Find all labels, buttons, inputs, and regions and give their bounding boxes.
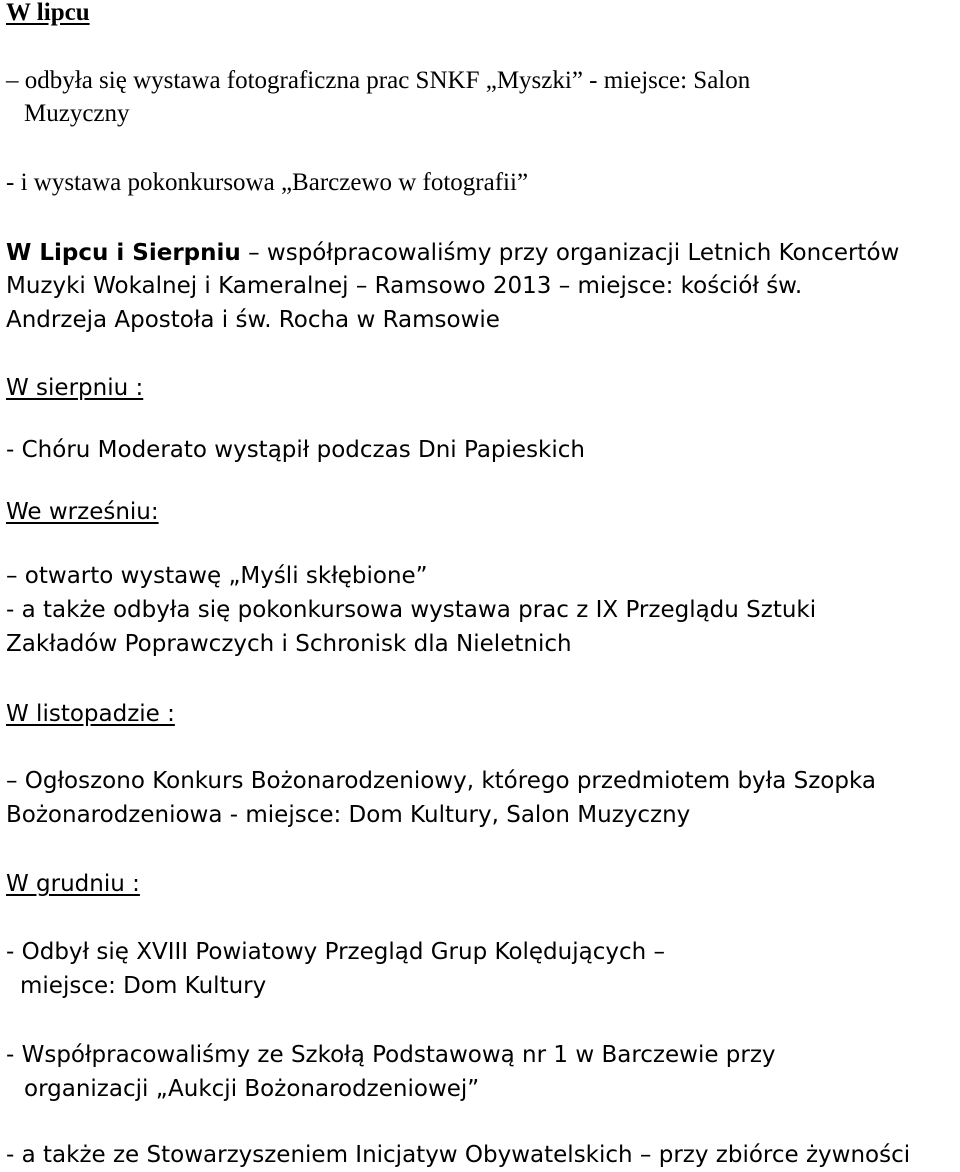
text-line: – otwarto wystawę „Myśli skłębione”	[6, 563, 428, 589]
text-line: Bożonarodzeniowa - miejsce: Dom Kultury, Salon Muzyczny	[6, 802, 691, 828]
heading-august: W sierpniu :	[6, 375, 144, 401]
text-line: - Odbył się XVIII Powiatowy Przegląd Grup Kolędujących –	[6, 939, 666, 965]
heading-september: We wrześniu:	[6, 499, 159, 525]
text-line: Zakładów Poprawczych i Schronisk dla Nieletnich	[6, 631, 572, 657]
text-line: Muzyczny	[24, 100, 130, 127]
text-line: Muzyki Wokalnej i Kameralnej – Ramsowo 2013 – miejsce: kościół św.	[6, 273, 803, 299]
text-line: - i wystawa pokonkursowa „Barczewo w fotografii”	[6, 169, 529, 196]
text-line: – odbyła się wystawa fotograficzna prac SNKF „Myszki” - miejsce: Salon	[6, 67, 751, 94]
text-line: - a także ze Stowarzyszeniem Inicjatyw Obywatelskich – przy zbiórce żywności	[6, 1142, 911, 1168]
heading-november: W listopadzie :	[6, 701, 175, 727]
heading-july: W lipcu	[6, 0, 90, 26]
text-line: miejsce: Dom Kultury	[20, 973, 267, 999]
text-line: organizacji „Aukcji Bożonarodzeniowej”	[24, 1076, 480, 1102]
heading-july-august-label: W Lipcu i Sierpniu	[6, 240, 241, 266]
text-fragment: – współpracowaliśmy przy organizacji Letnich Koncertów	[240, 240, 900, 266]
text-line: - a także odbyła się pokonkursowa wystawa prac z IX Przeglądu Sztuki	[6, 597, 817, 623]
heading-december: W grudniu :	[6, 871, 140, 897]
text-line: – Ogłoszono Konkurs Bożonarodzeniowy, którego przedmiotem była Szopka	[6, 768, 876, 794]
text-line: Andrzeja Apostoła i św. Rocha w Ramsowie	[6, 307, 500, 333]
text-line: - Chóru Moderato wystąpił podczas Dni Papieskich	[6, 437, 585, 463]
heading-july-august	[6, 236, 899, 270]
text-line: - Współpracowaliśmy ze Szkołą Podstawową nr 1 w Barczewie przy	[6, 1042, 776, 1068]
